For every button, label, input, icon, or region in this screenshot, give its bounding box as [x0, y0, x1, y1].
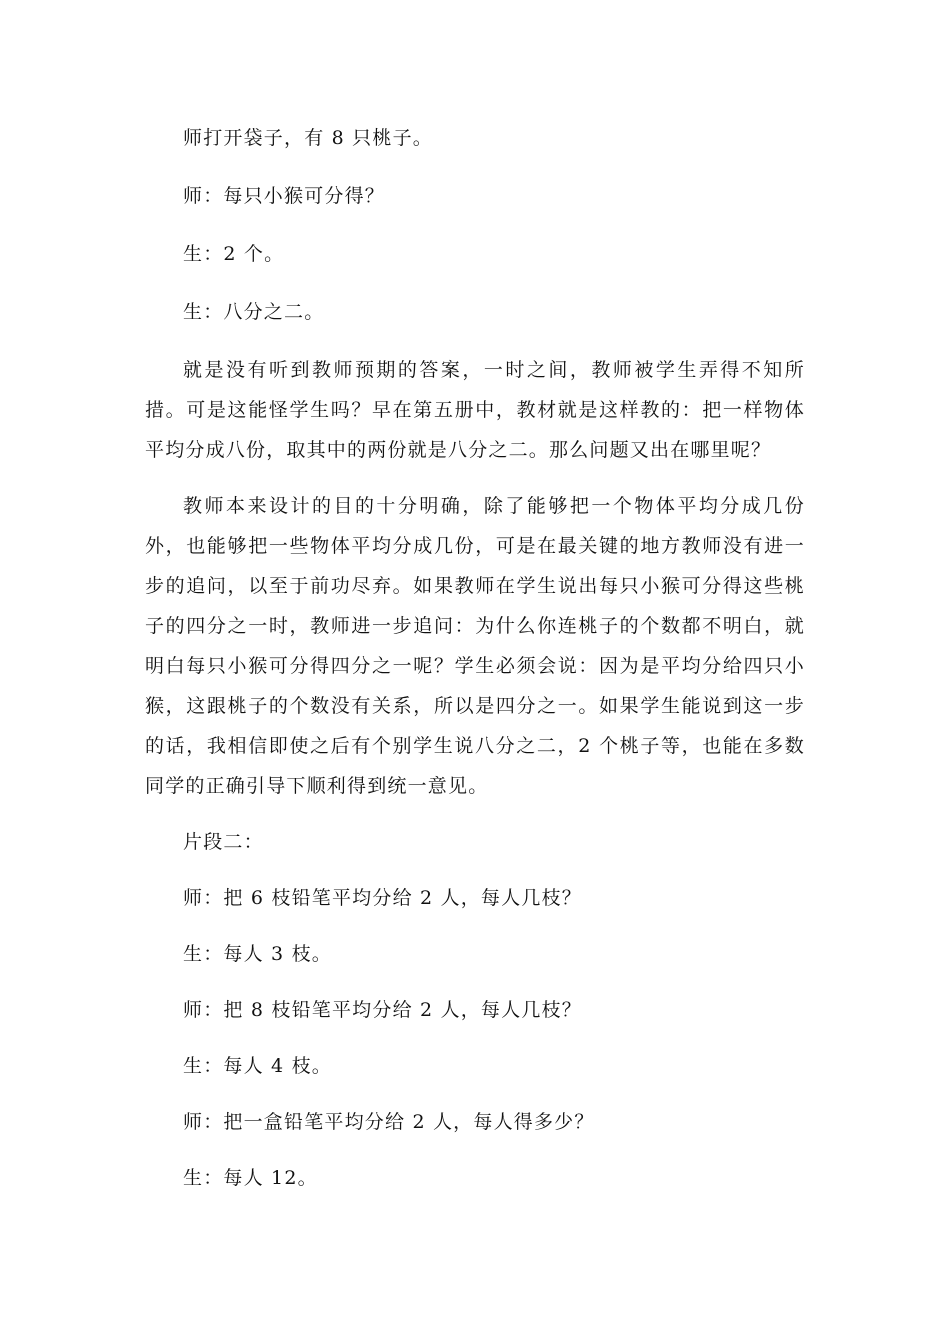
paragraph: 师：每只小猴可分得？	[183, 185, 386, 207]
paragraph: 就是没有听到教师预期的答案，一时之间，教师被学生弄得不知所措。可是这能怪学生吗？早在第五册中，教材就是这样教的：把一样物体平均分成八份，取其中的两份就是八分之二。那么问题又出在哪里呢？	[145, 359, 805, 461]
paragraph: 师打开袋子，有 8 只桃子。	[183, 127, 433, 149]
paragraph: 生：每人 4 枝。	[183, 1055, 332, 1077]
paragraph: 生：每人 12。	[183, 1167, 318, 1189]
paragraph: 师：把 8 枝铅笔平均分给 2 人，每人几枝？	[183, 999, 582, 1021]
paragraph: 师：把一盒铅笔平均分给 2 人，每人得多少？	[183, 1111, 595, 1133]
paragraph: 教师本来设计的目的十分明确，除了能够把一个物体平均分成几份外，也能够把一些物体平均分成几份，可是在最关键的地方教师没有进一步的追问，以至于前功尽弃。如果教师在学生说出每只小猴可分得这些桃子的四分之一时，教师进一步追问：为什么你连桃子的个数都不明白，就明白每只小猴可分得四分之一呢？学生必须会说：因为是平均分给四只小猴，这跟桃子的个数没有关系，所以是四分之一。如果学生能说到这一步的话，我相信即使之后有个别学生说八分之二，2 个桃子等，也能在多数同学的正确引导下顺利得到统一意见。	[145, 495, 805, 797]
paragraph: 生：2 个。	[183, 243, 285, 265]
document-body	[145, 118, 805, 1198]
paragraph: 师：把 6 枝铅笔平均分给 2 人，每人几枝？	[183, 887, 582, 909]
paragraph: 生：八分之二。	[183, 301, 325, 323]
section-heading: 片段二：	[183, 831, 264, 853]
paragraph: 生：每人 3 枝。	[183, 943, 332, 965]
